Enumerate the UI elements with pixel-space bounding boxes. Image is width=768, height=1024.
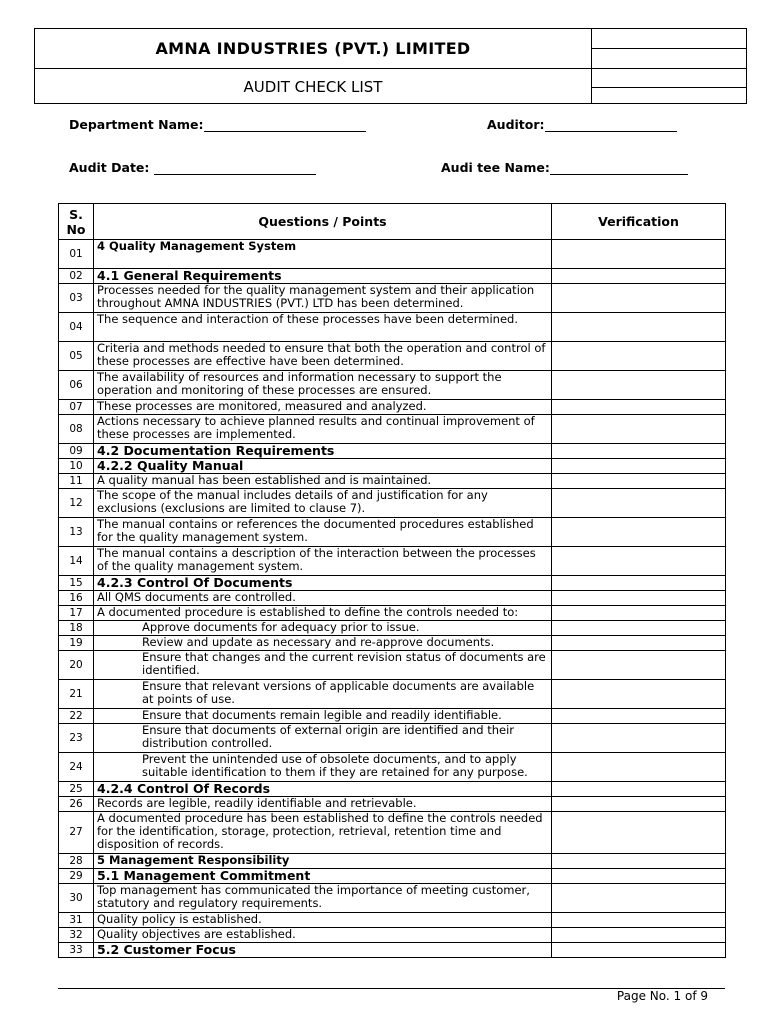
document-header — [34, 28, 747, 104]
row-number: 20 — [59, 651, 94, 680]
verification-cell[interactable] — [552, 400, 726, 415]
question-text: Approve documents for adequacy prior to issue. — [94, 621, 552, 636]
audit-date-label: Audit Date: — [69, 160, 150, 175]
verification-cell[interactable] — [552, 489, 726, 518]
table-row — [59, 621, 726, 636]
verification-cell[interactable] — [552, 869, 726, 884]
verification-cell[interactable] — [552, 474, 726, 489]
verification-cell[interactable] — [552, 724, 726, 753]
row-number: 08 — [59, 415, 94, 444]
table-row — [59, 518, 726, 547]
auditor-label: Auditor: — [487, 117, 545, 132]
verification-cell[interactable] — [552, 313, 726, 342]
table-row — [59, 636, 726, 651]
table-row — [59, 884, 726, 913]
row-number: 14 — [59, 547, 94, 576]
table-row — [59, 812, 726, 854]
verification-cell[interactable] — [552, 928, 726, 943]
table-row — [59, 474, 726, 489]
auditee-input-line[interactable] — [550, 161, 688, 175]
column-header-sno: S. No — [59, 204, 94, 240]
verification-cell[interactable] — [552, 547, 726, 576]
verification-cell[interactable] — [552, 342, 726, 371]
header-info-cell — [592, 48, 747, 69]
column-header-question: Questions / Points — [94, 204, 552, 240]
verification-cell[interactable] — [552, 591, 726, 606]
row-number: 17 — [59, 606, 94, 621]
table-row — [59, 606, 726, 621]
row-number: 12 — [59, 489, 94, 518]
verification-cell[interactable] — [552, 621, 726, 636]
question-text: Prevent the unintended use of obsolete documents, and to apply suitable identification to them if they are retained for any purpose. — [94, 753, 552, 782]
table-row — [59, 797, 726, 812]
table-row — [59, 724, 726, 753]
table-row — [59, 415, 726, 444]
row-number: 31 — [59, 913, 94, 928]
question-text: The availability of resources and information necessary to support the operation and monitoring of these processes are ensured. — [94, 371, 552, 400]
question-text: Criteria and methods needed to ensure that both the operation and control of these processes are effective have been determined. — [94, 342, 552, 371]
row-number: 27 — [59, 812, 94, 854]
header-info-cell — [592, 29, 747, 49]
verification-cell[interactable] — [552, 680, 726, 709]
verification-cell[interactable] — [552, 884, 726, 913]
row-number: 01 — [59, 240, 94, 269]
question-text: Ensure that documents of external origin are identified and their distribution controlled. — [94, 724, 552, 753]
verification-cell[interactable] — [552, 943, 726, 958]
row-number: 22 — [59, 709, 94, 724]
header-info-cell — [592, 68, 747, 88]
question-text: The scope of the manual includes details of and justification for any exclusions (exclusions are limited to clause 7). — [94, 489, 552, 518]
question-text: Ensure that documents remain legible and readily identifiable. — [94, 709, 552, 724]
section-heading: 4.2 Documentation Requirements — [94, 444, 552, 459]
row-number: 24 — [59, 753, 94, 782]
question-text: Ensure that changes and the current revision status of documents are identified. — [94, 651, 552, 680]
verification-cell[interactable] — [552, 797, 726, 812]
department-input-line[interactable] — [204, 118, 366, 132]
auditee-field — [441, 160, 688, 175]
table-row — [59, 651, 726, 680]
verification-cell[interactable] — [552, 444, 726, 459]
table-row — [59, 680, 726, 709]
row-number: 28 — [59, 854, 94, 869]
question-text: Top management has communicated the importance of meeting customer, statutory and regulatory requirements. — [94, 884, 552, 913]
company-name: AMNA INDUSTRIES (PVT.) LIMITED — [35, 29, 591, 69]
row-number: 16 — [59, 591, 94, 606]
table-row — [59, 591, 726, 606]
table-row — [59, 547, 726, 576]
table-row — [59, 444, 726, 459]
table-row — [59, 943, 726, 958]
department-label: Department Name: — [69, 117, 204, 132]
column-header-verification: Verification — [552, 204, 726, 240]
row-number: 03 — [59, 284, 94, 313]
question-text: Quality objectives are established. — [94, 928, 552, 943]
question-text: These processes are monitored, measured and analyzed. — [94, 400, 552, 415]
audit-checklist-table — [58, 203, 726, 958]
row-number: 25 — [59, 782, 94, 797]
table-row — [59, 284, 726, 313]
table-header-row — [59, 204, 726, 240]
table-row — [59, 854, 726, 869]
question-text: A documented procedure has been established to define the controls needed for the identification, storage, protection, retrieval, retention time and disposition of records. — [94, 812, 552, 854]
table-row — [59, 371, 726, 400]
section-heading: 4.1 General Requirements — [94, 269, 552, 284]
section-heading: 4 Quality Management System — [94, 240, 552, 269]
row-number: 19 — [59, 636, 94, 651]
section-heading: 4.2.4 Control Of Records — [94, 782, 552, 797]
checklist-body — [59, 240, 726, 958]
verification-cell[interactable] — [552, 636, 726, 651]
row-number: 21 — [59, 680, 94, 709]
row-number: 13 — [59, 518, 94, 547]
table-row — [59, 782, 726, 797]
row-number: 15 — [59, 576, 94, 591]
verification-cell[interactable] — [552, 518, 726, 547]
verification-cell[interactable] — [552, 415, 726, 444]
row-number: 07 — [59, 400, 94, 415]
row-number: 11 — [59, 474, 94, 489]
verification-cell[interactable] — [552, 459, 726, 474]
row-number: 05 — [59, 342, 94, 371]
question-text: Actions necessary to achieve planned results and continual improvement of these processes are implemented. — [94, 415, 552, 444]
verification-cell[interactable] — [552, 240, 726, 269]
row-number: 18 — [59, 621, 94, 636]
row-number: 04 — [59, 313, 94, 342]
table-row — [59, 928, 726, 943]
verification-cell[interactable] — [552, 284, 726, 313]
question-text: A quality manual has been established and is maintained. — [94, 474, 552, 489]
header-info-cell — [592, 87, 747, 103]
verification-cell[interactable] — [552, 812, 726, 854]
question-text: A documented procedure is established to define the controls needed to: — [94, 606, 552, 621]
verification-cell[interactable] — [552, 782, 726, 797]
table-row — [59, 269, 726, 284]
auditor-field — [487, 117, 677, 132]
question-text: The sequence and interaction of these processes have been determined. — [94, 313, 552, 342]
row-number: 33 — [59, 943, 94, 958]
table-row — [59, 240, 726, 269]
table-row — [59, 459, 726, 474]
table-row — [59, 342, 726, 371]
page-number: Page No. 1 of 9 — [616, 989, 708, 1003]
table-row — [59, 489, 726, 518]
question-text: The manual contains a description of the interaction between the processes of the quality management system. — [94, 547, 552, 576]
row-number: 02 — [59, 269, 94, 284]
section-heading: 5 Management Responsibility — [94, 854, 552, 869]
audit-date-input-line[interactable] — [154, 161, 316, 175]
question-text: Records are legible, readily identifiable and retrievable. — [94, 797, 552, 812]
section-heading: 4.2.2 Quality Manual — [94, 459, 552, 474]
row-number: 26 — [59, 797, 94, 812]
row-number: 10 — [59, 459, 94, 474]
verification-cell[interactable] — [552, 913, 726, 928]
auditor-input-line[interactable] — [545, 118, 677, 132]
row-number: 06 — [59, 371, 94, 400]
auditee-label: Audi tee Name: — [441, 160, 550, 175]
row-number: 32 — [59, 928, 94, 943]
section-heading: 5.1 Management Commitment — [94, 869, 552, 884]
audit-date-field — [69, 160, 316, 175]
row-number: 30 — [59, 884, 94, 913]
table-row — [59, 313, 726, 342]
table-row — [59, 869, 726, 884]
row-number: 23 — [59, 724, 94, 753]
department-field — [69, 117, 366, 132]
table-row — [59, 400, 726, 415]
section-heading: 5.2 Customer Focus — [94, 943, 552, 958]
question-text: All QMS documents are controlled. — [94, 591, 552, 606]
row-number: 09 — [59, 444, 94, 459]
verification-cell[interactable] — [552, 576, 726, 591]
verification-cell[interactable] — [552, 269, 726, 284]
verification-cell[interactable] — [552, 854, 726, 869]
verification-cell[interactable] — [552, 371, 726, 400]
table-row — [59, 576, 726, 591]
table-row — [59, 913, 726, 928]
verification-cell[interactable] — [552, 709, 726, 724]
verification-cell[interactable] — [552, 606, 726, 621]
question-text: Review and update as necessary and re-approve documents. — [94, 636, 552, 651]
question-text: The manual contains or references the documented procedures established for the quality management system. — [94, 518, 552, 547]
verification-cell[interactable] — [552, 753, 726, 782]
question-text: Processes needed for the quality management system and their application throughout AMNA INDUSTRIES (PVT.) LTD has been determined. — [94, 284, 552, 313]
row-number: 29 — [59, 869, 94, 884]
section-heading: 4.2.3 Control Of Documents — [94, 576, 552, 591]
question-text: Ensure that relevant versions of applicable documents are available at points of use. — [94, 680, 552, 709]
table-row — [59, 709, 726, 724]
question-text: Quality policy is established. — [94, 913, 552, 928]
table-row — [59, 753, 726, 782]
document-title: AUDIT CHECK LIST — [243, 77, 383, 96]
verification-cell[interactable] — [552, 651, 726, 680]
